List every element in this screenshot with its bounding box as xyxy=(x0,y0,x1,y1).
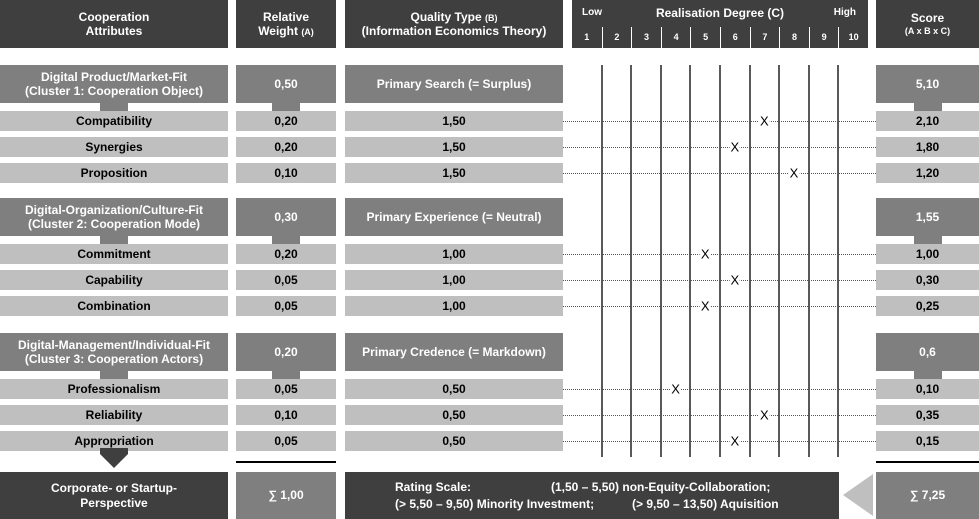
score-combination: 0,25 xyxy=(876,296,979,316)
attribute-commitment: Commitment xyxy=(0,244,228,264)
cluster-2-connector-2 xyxy=(914,236,942,244)
quality-compatibility: 1,50 xyxy=(345,111,563,131)
header-weight-line1: Relative xyxy=(262,9,310,24)
guide-commitment xyxy=(563,254,876,255)
header-weight-suffix: (A) xyxy=(301,27,314,37)
weight-professionalism: 0,05 xyxy=(236,379,336,399)
scale-tick-1: 1 xyxy=(584,32,590,43)
scale-tick-7: 7 xyxy=(750,27,780,48)
weight-synergies: 0,20 xyxy=(236,137,336,157)
header-score-sub: (A x B x C) xyxy=(904,25,951,36)
guide-reliability xyxy=(563,415,876,416)
guide-appropriation xyxy=(563,441,876,442)
header-score-label: Score xyxy=(910,11,945,26)
cluster-1-connector-2 xyxy=(914,103,942,111)
scale-tick-9: 9 xyxy=(809,27,839,48)
weight-appropriation: 0,05 xyxy=(236,431,336,451)
attribute-professionalism: Professionalism xyxy=(0,379,228,399)
weight-sum-rule xyxy=(236,461,336,463)
mark-combination: X xyxy=(700,298,710,314)
left-arrow-icon xyxy=(843,474,873,516)
quality-professionalism: 0,50 xyxy=(345,379,563,399)
cluster-3-quality: Primary Credence (= Markdown) xyxy=(345,333,563,371)
cluster-1-quality: Primary Search (= Surplus) xyxy=(345,65,563,103)
mark-commitment: X xyxy=(700,246,710,262)
scale-tick-3: 3 xyxy=(631,27,661,48)
cluster-2-weight: 0,30 xyxy=(236,198,336,236)
rating-scale-box xyxy=(345,472,839,519)
grid-line-4 xyxy=(689,65,691,457)
attribute-capability: Capability xyxy=(0,270,228,290)
score-compatibility: 2,10 xyxy=(876,111,979,131)
mark-capability: X xyxy=(730,272,740,288)
scale-tick-6: 6 xyxy=(720,27,750,48)
grid-line-1 xyxy=(601,65,603,457)
header-weight xyxy=(236,0,336,48)
rating-scale-line1: (1,50 – 5,50) non-Equity-Collaboration; xyxy=(551,480,771,494)
quality-appropriation: 0,50 xyxy=(345,431,563,451)
cluster-3-title: Digital-Management/Individual-Fit (Cluster 3: Cooperation Actors) xyxy=(0,333,228,371)
grid-line-2 xyxy=(630,65,632,457)
rating-scale-line2b: (> 9,50 – 13,50) Aquisition xyxy=(632,497,779,511)
weight-combination: 0,05 xyxy=(236,296,336,316)
header-weight-line2: Weight (A) xyxy=(258,24,314,38)
guide-combination xyxy=(563,306,876,307)
cluster-1-connector-1 xyxy=(272,103,300,111)
guide-synergies xyxy=(563,147,876,148)
cluster-3-score: 0,6 xyxy=(876,333,979,371)
score-sum: ∑ 7,25 xyxy=(876,472,979,519)
quality-combination: 1,00 xyxy=(345,296,563,316)
rating-scale-label: Rating Scale: xyxy=(395,480,472,494)
mark-reliability: X xyxy=(760,407,769,423)
grid-line-3 xyxy=(660,65,662,457)
cluster-3-connector-0 xyxy=(100,371,128,379)
scale-tick-4: 4 xyxy=(661,27,691,48)
quality-reliability: 0,50 xyxy=(345,405,563,425)
grid-line-6 xyxy=(749,65,751,457)
quality-proposition: 1,50 xyxy=(345,163,563,183)
cluster-1-score: 5,10 xyxy=(876,65,979,103)
grid-line-5 xyxy=(719,65,721,457)
score-appropriation: 0,15 xyxy=(876,431,979,451)
header-realisation-title: Realisation Degree (C) xyxy=(655,6,785,20)
cluster-3-connector-1 xyxy=(272,371,300,379)
scale-tick-10: 10 xyxy=(838,27,868,48)
scale-tick-8: 8 xyxy=(779,27,809,48)
cluster-1-connector-0 xyxy=(100,103,128,111)
perspective-box: Corporate- or Startup- Perspective xyxy=(0,472,228,519)
score-capability: 0,30 xyxy=(876,270,979,290)
cluster-2-connector-1 xyxy=(272,236,300,244)
rating-scale-line2a: (> 5,50 – 9,50) Minority Investment; xyxy=(395,497,595,511)
header-low: Low xyxy=(582,7,602,18)
quality-commitment: 1,00 xyxy=(345,244,563,264)
attribute-synergies: Synergies xyxy=(0,137,228,157)
scale-tick-2: 2 xyxy=(602,27,632,48)
mark-synergies: X xyxy=(730,139,740,155)
cluster-2-title: Digital-Organization/Culture-Fit (Cluster 2: Cooperation Mode) xyxy=(0,198,228,236)
guide-capability xyxy=(563,280,876,281)
header-score xyxy=(876,0,979,48)
grid-line-9 xyxy=(837,65,839,457)
weight-compatibility: 0,20 xyxy=(236,111,336,131)
cluster-2-connector-0 xyxy=(100,236,128,244)
quality-capability: 1,00 xyxy=(345,270,563,290)
header-quality-sub: (Information Economics Theory) xyxy=(361,24,547,38)
score-professionalism: 0,10 xyxy=(876,379,979,399)
cluster-2-quality: Primary Experience (= Neutral) xyxy=(345,198,563,236)
weight-capability: 0,05 xyxy=(236,270,336,290)
scale-tick-5: 5 xyxy=(690,27,720,48)
attribute-combination: Combination xyxy=(0,296,228,316)
weight-sum: ∑ 1,00 xyxy=(236,472,336,519)
score-commitment: 1,00 xyxy=(876,244,979,264)
cluster-2-score: 1,55 xyxy=(876,198,979,236)
mark-professionalism: X xyxy=(671,381,680,397)
attribute-compatibility: Compatibility xyxy=(0,111,228,131)
weight-reliability: 0,10 xyxy=(236,405,336,425)
cluster-1-weight: 0,50 xyxy=(236,65,336,103)
guide-proposition xyxy=(563,173,876,174)
quality-synergies: 1,50 xyxy=(345,137,563,157)
mark-proposition: X xyxy=(789,165,799,181)
score-synergies: 1,80 xyxy=(876,137,979,157)
guide-compatibility xyxy=(563,121,876,122)
weight-commitment: 0,20 xyxy=(236,244,336,264)
header-realisation xyxy=(572,0,868,48)
header-high: High xyxy=(833,7,856,18)
arrow-down-icon xyxy=(96,454,132,470)
header-quality xyxy=(345,0,563,48)
weight-proposition: 0,10 xyxy=(236,163,336,183)
score-sum-rule xyxy=(876,461,979,463)
attribute-proposition: Proposition xyxy=(0,163,228,183)
grid-line-8 xyxy=(808,65,810,457)
attribute-appropriation: Appropriation xyxy=(0,431,228,451)
header-attributes: Cooperation Attributes xyxy=(0,0,228,48)
header-quality-suffix: (B) xyxy=(484,12,498,23)
attribute-reliability: Reliability xyxy=(0,405,228,425)
cluster-3-weight: 0,20 xyxy=(236,333,336,371)
mark-compatibility: X xyxy=(760,113,769,129)
mark-appropriation: X xyxy=(730,433,740,449)
score-proposition: 1,20 xyxy=(876,163,979,183)
cluster-1-title: Digital Product/Market-Fit (Cluster 1: Cooperation Object) xyxy=(0,65,228,103)
guide-professionalism xyxy=(563,389,876,390)
cluster-3-connector-2 xyxy=(914,371,942,379)
header-quality-line1 xyxy=(411,10,498,24)
score-reliability: 0,35 xyxy=(876,405,979,425)
header-quality-label: Quality Type xyxy=(410,9,482,24)
grid-line-7 xyxy=(778,65,780,457)
